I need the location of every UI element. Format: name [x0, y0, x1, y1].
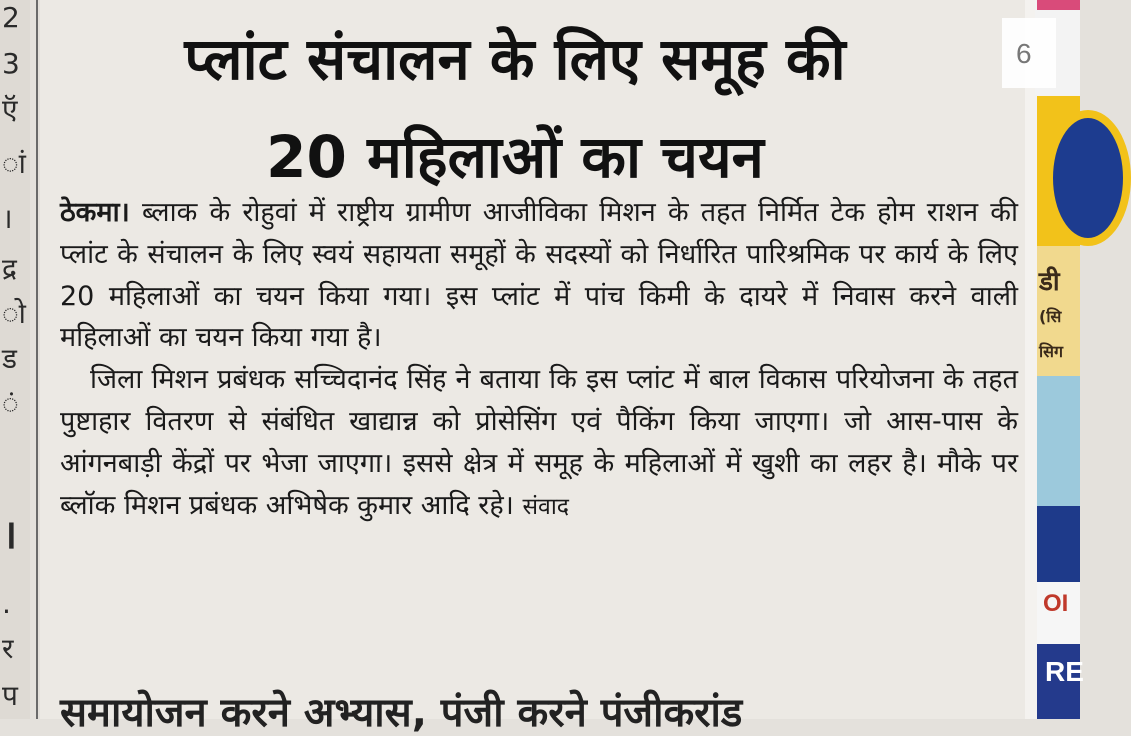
fragment-text: ड: [2, 342, 17, 375]
ad-text: सिग: [1039, 342, 1063, 361]
news-credit: संवाद: [522, 493, 570, 520]
headline-line-1: प्लांट संचालन के लिए समूह की: [184, 25, 846, 93]
paragraph-1-text: ब्लाक के रोहुवां में राष्ट्रीय ग्रामीण आजीविका मिशन के तहत निर्मित टेक होम राशन की प्लांट के संचालन के लिए स्वयं सहायता समूहों के सदस्यों को निर्धारित पारिश्रमिक पर कार्य के लिए 20 महिलाओं का चयन किया गया। इस प्लांट में पांच किमी के दायरे में निवास करने वाली महिलाओं का चयन किया गया है।: [60, 197, 1018, 354]
dateline: ठेकमा।: [60, 197, 130, 228]
ad-logo-circle: [1045, 110, 1131, 246]
ad-pink-band: [1037, 0, 1080, 10]
fragment-text: ।: [2, 512, 18, 558]
fragment-text: 2: [2, 1, 20, 34]
ad-text: (सि: [1039, 307, 1062, 326]
fragment-text: र: [2, 632, 14, 665]
fragment-text: ं: [2, 387, 19, 420]
next-article-headline: समायोजन करने अभ्यास, पंजी करने पंजीकरांड: [60, 690, 743, 736]
article-body: [60, 192, 1018, 528]
fragment-text: ऍ: [2, 93, 18, 126]
ad-lightblue-panel: [1037, 376, 1080, 506]
fragment-text: ो: [2, 297, 26, 330]
fragment-text: ां: [2, 147, 26, 180]
column-divider: [36, 0, 38, 719]
fragment-text: .: [2, 587, 11, 620]
adjacent-advertisement: [1025, 0, 1084, 719]
fragment-text: ।: [2, 202, 13, 235]
page-number: 6: [1016, 38, 1032, 69]
fragment-text: प: [2, 679, 18, 712]
article-headline: [60, 10, 970, 206]
adjacent-column-fragment: [0, 0, 30, 719]
ad-text: OI: [1043, 590, 1069, 617]
paragraph-2-text: जिला मिशन प्रबंधक सच्चिदानंद सिंह ने बताया कि इस प्लांट में बाल विकास परियोजना के तहत पुष्टाहार वितरण से संबंधित खाद्यान्न को प्रोसेसिंग एवं पैकिंग किया जाएगा। जो आस-पास के आंगनबाड़ी केंद्रों पर भेजा जाएगा। इससे क्षेत्र में समूह के महिलाओं में खुशी का लहर है। मौके पर ब्लॉक मिशन प्रबंधक अभिषेक कुमार आदि रहे।: [60, 364, 1018, 521]
headline-line-2: 20 महिलाओं का चयन: [266, 123, 764, 191]
ad-navy-panel: [1037, 506, 1080, 582]
article-paragraph-2: [60, 359, 1018, 528]
ad-text: RE: [1045, 656, 1084, 687]
fragment-text: 3: [2, 47, 20, 80]
fragment-text: द्र: [2, 252, 17, 285]
article-paragraph-1: [60, 192, 1018, 359]
ad-text: डी: [1039, 267, 1060, 297]
